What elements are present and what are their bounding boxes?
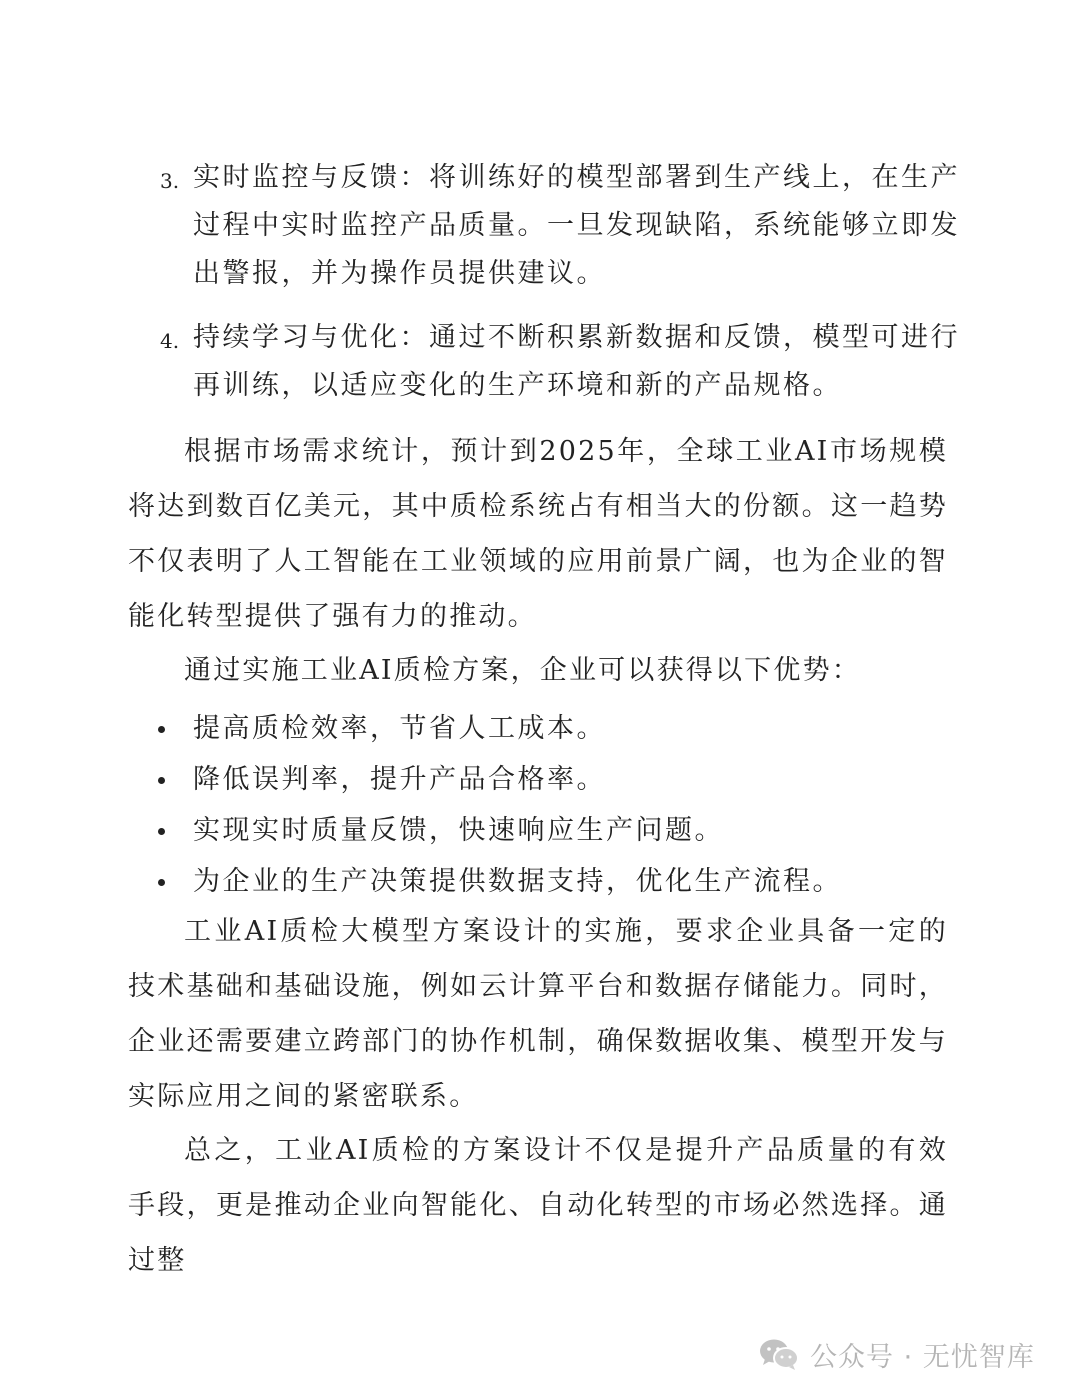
bullet-item [158, 862, 938, 902]
bullet-dot [158, 879, 165, 886]
wechat-icon [758, 1337, 800, 1371]
watermark-text: 公众号 · 无忧智库 [810, 1341, 1035, 1373]
numbered-list-item [160, 154, 960, 298]
bullet-item [158, 760, 938, 800]
paragraph-implementation: 工业AI质检大模型方案设计的实施，要求企业具备一定的技术基础和基础设施，例如云计算平台和数据存储能力。同时，企业还需要建立跨部门的协作机制，确保数据收集、模型开发与实际应用之间的紧密联系。 [128, 916, 948, 1112]
bullet-item [158, 811, 938, 851]
bullet-dot [158, 726, 165, 733]
list-number: 4. [160, 329, 180, 353]
numbered-list-item [160, 314, 960, 410]
list-number: 3. [160, 169, 180, 193]
paragraph-market: 根据市场需求统计，预计到2025年，全球工业AI市场规模将达到数百亿美元，其中质检系统占有相当大的份额。这一趋势不仅表明了人工智能在工业领域的应用前景广阔，也为企业的智能化转型提供了强有力的推动。 [128, 436, 948, 632]
list-item-text: 持续学习与优化：通过不断积累新数据和反馈，模型可进行再训练，以适应变化的生产环境和新的产品规格。 [193, 322, 960, 401]
paragraph-conclusion: 总之，工业AI质检的方案设计不仅是提升产品质量的有效手段，更是推动企业向智能化、自动化转型的市场必然选择。通过整 [128, 1135, 948, 1276]
bullet-text: 实现实时质量反馈，快速响应生产问题。 [193, 815, 724, 846]
watermark [758, 1332, 1035, 1376]
bullet-dot [158, 777, 165, 784]
bullet-text: 为企业的生产决策提供数据支持，优化生产流程。 [193, 866, 842, 897]
bullet-text: 降低误判率，提升产品合格率。 [193, 764, 606, 795]
bullet-dot [158, 828, 165, 835]
paragraph-advantages-intro: 通过实施工业AI质检方案，企业可以获得以下优势： [184, 655, 861, 686]
bullet-item [158, 709, 938, 749]
bullet-text: 提高质检效率，节省人工成本。 [193, 713, 606, 744]
list-item-text: 实时监控与反馈：将训练好的模型部署到生产线上，在生产过程中实时监控产品质量。一旦发现缺陷，系统能够立即发出警报，并为操作员提供建议。 [193, 162, 960, 289]
